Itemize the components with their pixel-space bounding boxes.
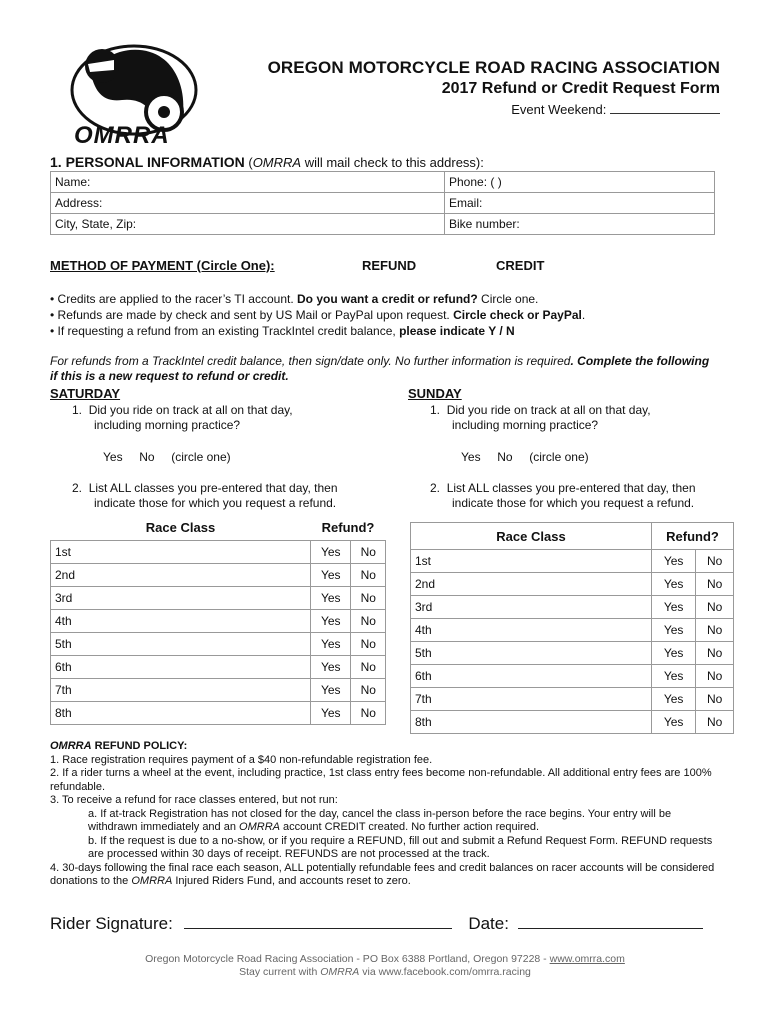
city-state-zip-field[interactable]: City, State, Zip: [51, 214, 445, 235]
personal-info-table [50, 171, 715, 235]
note-trackintel: • If requesting a refund from an existing TrackIntel credit balance, please indicate Y / N [50, 324, 515, 338]
saturday-race-class-cell[interactable]: 4th [51, 610, 311, 633]
saturday-refund-no[interactable]: No [351, 587, 386, 610]
saturday-race-row [51, 633, 386, 656]
sunday-refund-yes[interactable]: Yes [652, 711, 696, 734]
saturday-refund-no[interactable]: No [351, 541, 386, 564]
email-field[interactable]: Email: [445, 193, 715, 214]
name-field[interactable]: Name: [51, 172, 445, 193]
payment-notes [50, 291, 585, 339]
saturday-race-class-cell[interactable]: 2nd [51, 564, 311, 587]
saturday-heading: SATURDAY [50, 386, 121, 401]
saturday-refund-yes[interactable]: Yes [311, 587, 351, 610]
sunday-col-refund: Refund? [652, 523, 734, 550]
sunday-refund-no[interactable]: No [696, 711, 734, 734]
sunday-refund-yes[interactable]: Yes [652, 642, 696, 665]
sunday-refund-yes[interactable]: Yes [652, 550, 696, 573]
saturday-race-class-cell[interactable]: 5th [51, 633, 311, 656]
saturday-race-row [51, 702, 386, 725]
saturday-race-row [51, 587, 386, 610]
saturday-race-class-cell[interactable]: 1st [51, 541, 311, 564]
saturday-q2: 2. List ALL classes you pre-entered that day, then indicate those for which you request a refund. [72, 481, 338, 510]
sunday-race-row [411, 550, 734, 573]
event-weekend-field[interactable] [400, 101, 720, 117]
saturday-refund-yes[interactable]: Yes [311, 656, 351, 679]
sunday-no[interactable]: No [497, 450, 513, 464]
note-refunds: • Refunds are made by check and sent by US Mail or PayPal upon request. Circle check or PayPal. [50, 308, 586, 322]
sunday-race-row [411, 619, 734, 642]
logo-text: OMRRA [74, 122, 170, 149]
sunday-refund-no[interactable]: No [696, 550, 734, 573]
credit-option[interactable]: CREDIT [496, 258, 545, 273]
sunday-yes[interactable]: Yes [461, 450, 481, 464]
address-field[interactable]: Address: [51, 193, 445, 214]
sunday-refund-no[interactable]: No [696, 619, 734, 642]
saturday-yes-no: Yes No (circle one) [103, 450, 231, 464]
sunday-refund-no[interactable]: No [696, 596, 734, 619]
sunday-race-table [410, 522, 734, 734]
sunday-q2: 2. List ALL classes you pre-entered that day, then indicate those for which you request a refund. [430, 481, 696, 510]
saturday-refund-yes[interactable]: Yes [311, 679, 351, 702]
sunday-refund-no[interactable]: No [696, 573, 734, 596]
sunday-refund-no[interactable]: No [696, 665, 734, 688]
saturday-race-row [51, 610, 386, 633]
saturday-refund-no[interactable]: No [351, 679, 386, 702]
sunday-race-class-cell[interactable]: 4th [411, 619, 652, 642]
sunday-race-class-cell[interactable]: 3rd [411, 596, 652, 619]
sunday-race-class-cell[interactable]: 2nd [411, 573, 652, 596]
omrra-website-link[interactable]: www.omrra.com [549, 953, 625, 965]
sunday-refund-no[interactable]: No [696, 688, 734, 711]
event-weekend-blank[interactable] [610, 101, 720, 114]
policy-item-3a: a. If at-track Registration has not closed for the day, cancel the class in-person before the race begins. Your entry will be withdrawn immediately and an OMRRA account CREDIT created. No further action required. [88, 807, 672, 833]
sunday-refund-yes[interactable]: Yes [652, 573, 696, 596]
policy-item-3b: b. If the request is due to a no-show, or if you require a REFUND, fill out and submit a Refund Request Form. REFUND requests are processed within 30 days of receipt. REFUNDS are not processed at the track. [88, 834, 713, 860]
refund-policy [50, 740, 720, 889]
saturday-race-row [51, 679, 386, 702]
sunday-race-class-cell[interactable]: 8th [411, 711, 652, 734]
trackintel-instructions: For refunds from a TrackIntel credit balance, then sign/date only. No further information is required. Complete the following if this is a new request to refund or credit. [50, 354, 710, 383]
saturday-race-class-cell[interactable]: 3rd [51, 587, 311, 610]
sunday-refund-yes[interactable]: Yes [652, 619, 696, 642]
sunday-race-class-cell[interactable]: 7th [411, 688, 652, 711]
saturday-race-class-cell[interactable]: 8th [51, 702, 311, 725]
policy-item-1: 1. Race registration requires payment of a $40 non-refundable registration fee. [50, 753, 433, 766]
sunday-race-class-cell[interactable]: 5th [411, 642, 652, 665]
omrra-logo [62, 38, 202, 150]
event-weekend-label: Event Weekend: [511, 102, 607, 117]
phone-field[interactable]: Phone: ( ) [445, 172, 715, 193]
saturday-q1: 1. Did you ride on track at all on that day, including morning practice? [72, 403, 293, 432]
payment-method-label: METHOD OF PAYMENT (Circle One): [50, 258, 275, 273]
date-line[interactable] [518, 912, 703, 929]
sunday-race-row [411, 642, 734, 665]
saturday-refund-yes[interactable]: Yes [311, 541, 351, 564]
sunday-race-row [411, 665, 734, 688]
saturday-refund-yes[interactable]: Yes [311, 633, 351, 656]
sunday-heading: SUNDAY [408, 386, 462, 401]
org-title: OREGON MOTORCYCLE ROAD RACING ASSOCIATION [267, 58, 720, 77]
sunday-race-class-cell[interactable]: 1st [411, 550, 652, 573]
bike-number-field[interactable]: Bike number: [445, 214, 715, 235]
policy-item-3: 3. To receive a refund for race classes entered, but not run: [50, 794, 338, 806]
personal-info-heading: 1. PERSONAL INFORMATION (OMRRA will mail check to this address): [50, 154, 484, 170]
sunday-race-row [411, 573, 734, 596]
sunday-race-row [411, 711, 734, 734]
note-credits: • Credits are applied to the racer’s TI account. Do you want a credit or refund? Circle one. [50, 292, 539, 306]
saturday-no[interactable]: No [139, 450, 155, 464]
date-label: Date: [468, 914, 509, 933]
saturday-col-class: Race Class [51, 514, 311, 541]
sunday-race-row [411, 688, 734, 711]
saturday-yes[interactable]: Yes [103, 450, 123, 464]
saturday-race-row [51, 656, 386, 679]
saturday-race-class-cell[interactable]: 6th [51, 656, 311, 679]
rider-signature-line[interactable] [184, 912, 452, 929]
footer-address: Oregon Motorcycle Road Racing Association - PO Box 6388 Portland, Oregon 97228 - www.omrra.com [145, 953, 625, 965]
saturday-refund-yes[interactable]: Yes [311, 564, 351, 587]
sunday-refund-no[interactable]: No [696, 642, 734, 665]
saturday-refund-no[interactable]: No [351, 610, 386, 633]
saturday-race-row [51, 541, 386, 564]
saturday-refund-no[interactable]: No [351, 633, 386, 656]
sunday-q1: 1. Did you ride on track at all on that day, including morning practice? [430, 403, 651, 432]
saturday-refund-yes[interactable]: Yes [311, 610, 351, 633]
saturday-refund-no[interactable]: No [351, 656, 386, 679]
footer-social: Stay current with OMRRA via www.facebook.com/omrra.racing [239, 966, 531, 978]
rider-signature-label: Rider Signature: [50, 914, 173, 933]
sunday-col-class: Race Class [411, 523, 652, 550]
sunday-refund-yes[interactable]: Yes [652, 665, 696, 688]
saturday-refund-no[interactable]: No [351, 564, 386, 587]
policy-item-4: 4. 30-days following the final race each season, ALL potentially refundable fees and credit balances on racer accounts will be considered donations to the OMRRA Injured Riders Fund, and accounts reset to zero. [50, 861, 715, 887]
saturday-race-class-cell[interactable]: 7th [51, 679, 311, 702]
saturday-race-table [50, 514, 386, 725]
sunday-race-row [411, 596, 734, 619]
signature-row [50, 912, 703, 934]
sunday-refund-yes[interactable]: Yes [652, 688, 696, 711]
sunday-race-class-cell[interactable]: 6th [411, 665, 652, 688]
form-title: 2017 Refund or Credit Request Form [441, 80, 720, 97]
saturday-col-refund: Refund? [311, 514, 386, 541]
saturday-race-row [51, 564, 386, 587]
saturday-refund-yes[interactable]: Yes [311, 702, 351, 725]
sunday-refund-yes[interactable]: Yes [652, 596, 696, 619]
refund-option[interactable]: REFUND [362, 258, 417, 273]
policy-title: OMRRA REFUND POLICY: [50, 740, 188, 752]
sunday-yes-no: Yes No (circle one) [461, 450, 589, 464]
saturday-refund-no[interactable]: No [351, 702, 386, 725]
policy-item-2: 2. If a rider turns a wheel at the event, including practice, 1st class entry fees become non-refundable. All additional entry fees are 100% refundable. [50, 767, 712, 793]
